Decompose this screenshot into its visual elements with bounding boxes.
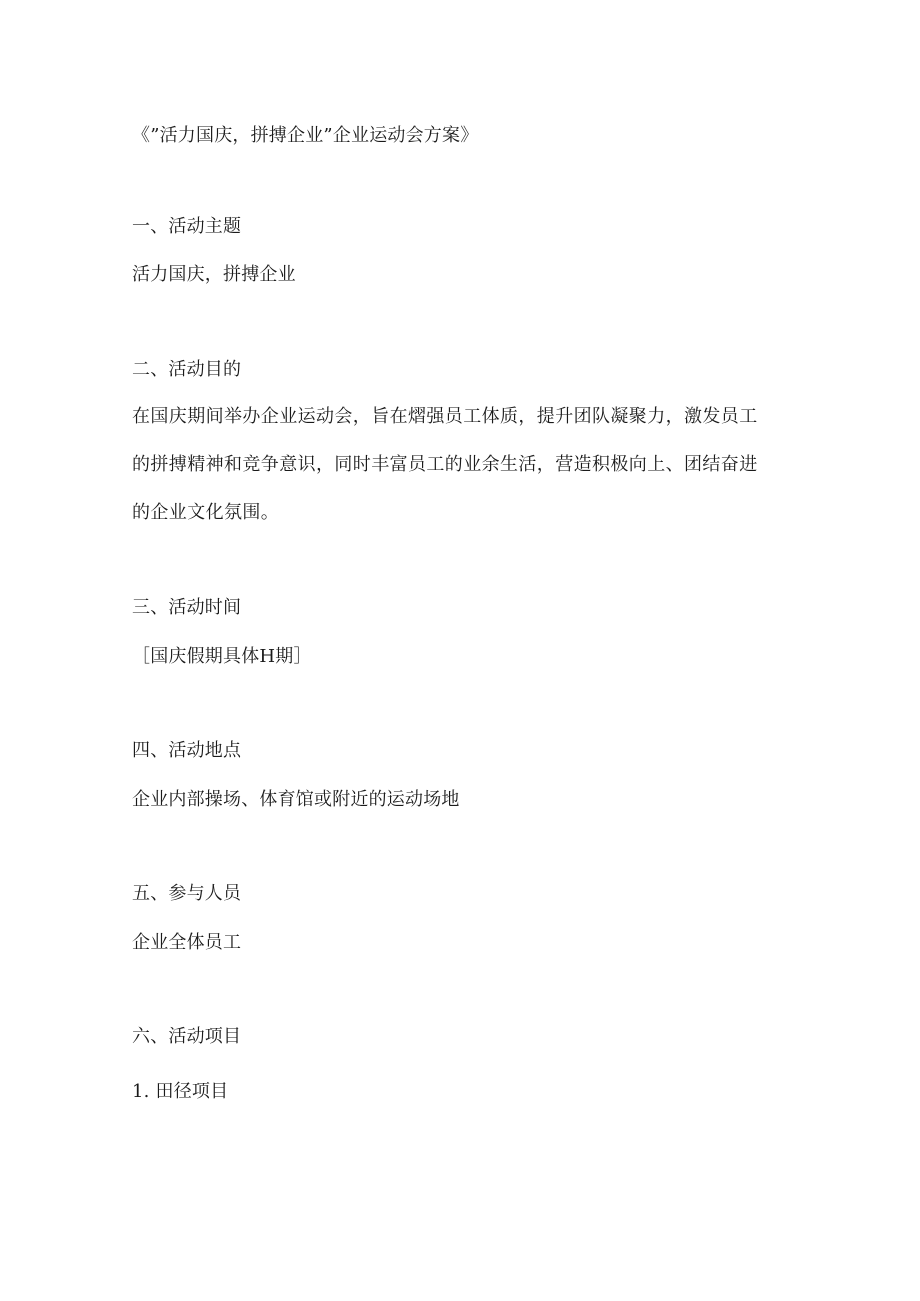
section-heading-theme: 一、活动主题	[132, 216, 242, 237]
section-body-location: 企业内部操场、体育馆或附近的运动场地	[132, 789, 460, 810]
section-heading-purpose: 二、活动目的	[132, 359, 242, 380]
section-body-participants: 企业全体员工	[132, 932, 242, 953]
document-title: 《”活力国庆，拼搏企业”企业运动会方案》	[132, 125, 479, 146]
section-heading-time: 三、活动时间	[132, 597, 242, 618]
section-body-events: 1. 田径项目	[132, 1081, 229, 1102]
section-body-time: ［国庆假期具体H期］	[132, 646, 312, 667]
section-body-purpose: 在国庆期间举办企业运动会，旨在熠强员工体质，提升团队凝聚力，激发员工的拼搏精神和竞争意识，同时丰富员工的业余生活，营造积极向上、团结奋进的企业文化氛围。	[132, 406, 758, 523]
section-heading-location: 四、活动地点	[132, 740, 242, 761]
section-heading-events: 六、活动项目	[132, 1026, 242, 1047]
section-heading-participants: 五、参与人员	[132, 883, 242, 904]
section-body-theme: 活力国庆，拼搏企业	[132, 264, 296, 285]
